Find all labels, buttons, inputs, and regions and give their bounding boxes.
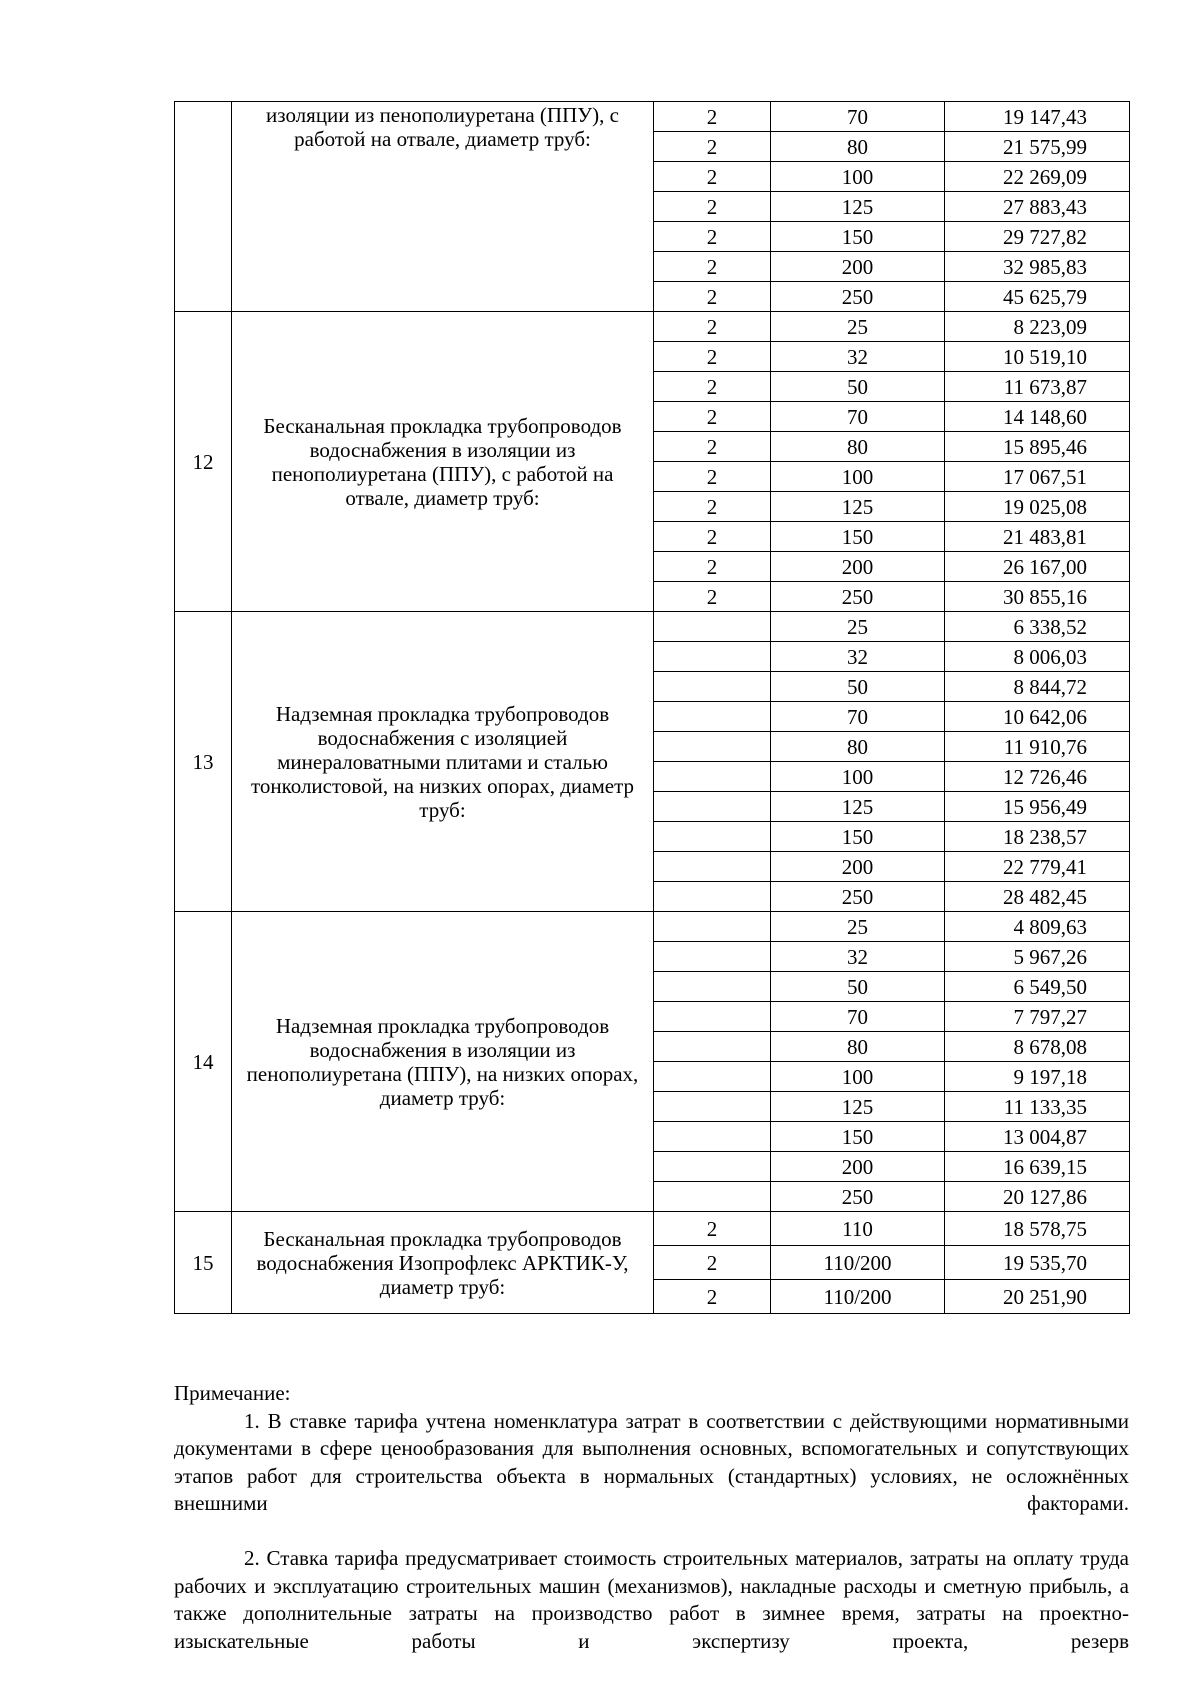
diameter-cell: 50 <box>771 672 945 702</box>
work-description-cell: Надземная прокладка трубопроводов водоснабжения с изоляцией минераловатными плитами и сталью тонколистовой, на низких опорах, диаметр труб: <box>232 612 654 912</box>
diameter-cell: 70 <box>771 702 945 732</box>
pipe-count-cell: 2 <box>654 492 771 522</box>
price-cell: 11 133,35 <box>945 1092 1130 1122</box>
price-cell: 10 642,06 <box>945 702 1130 732</box>
price-cell: 29 727,82 <box>945 222 1130 252</box>
price-cell: 30 855,16 <box>945 582 1130 612</box>
diameter-cell: 150 <box>771 222 945 252</box>
table-row <box>175 612 1130 642</box>
pipe-count-cell: 2 <box>654 282 771 312</box>
price-cell: 11 910,76 <box>945 732 1130 762</box>
price-cell: 6 549,50 <box>945 972 1130 1002</box>
diameter-cell: 100 <box>771 1062 945 1092</box>
pipe-count-cell <box>654 612 771 642</box>
pipe-count-cell: 2 <box>654 312 771 342</box>
pipe-count-cell: 2 <box>654 372 771 402</box>
price-cell: 20 251,90 <box>945 1280 1130 1314</box>
pipe-count-cell: 2 <box>654 252 771 282</box>
diameter-cell: 70 <box>771 402 945 432</box>
diameter-cell: 150 <box>771 522 945 552</box>
diameter-cell: 200 <box>771 252 945 282</box>
diameter-cell: 125 <box>771 1092 945 1122</box>
table-row <box>175 1212 1130 1246</box>
row-number-cell: 12 <box>175 312 232 612</box>
price-cell: 19 535,70 <box>945 1246 1130 1280</box>
work-description-cell: Надземная прокладка трубопроводов водоснабжения в изоляции из пенополиуретана (ППУ), на низких опорах, диаметр труб: <box>232 912 654 1212</box>
pipe-count-cell: 2 <box>654 432 771 462</box>
diameter-cell: 250 <box>771 582 945 612</box>
price-cell: 21 575,99 <box>945 132 1130 162</box>
pipe-count-cell <box>654 732 771 762</box>
pipe-count-cell <box>654 1002 771 1032</box>
diameter-cell: 150 <box>771 1122 945 1152</box>
work-description-cell: Бесканальная прокладка трубопроводов водоснабжения в изоляции из пенополиуретана (ППУ), с работой на отвале, диаметр труб: <box>232 312 654 612</box>
diameter-cell: 250 <box>771 282 945 312</box>
row-number-cell <box>175 102 232 312</box>
price-cell: 8 844,72 <box>945 672 1130 702</box>
diameter-cell: 32 <box>771 942 945 972</box>
diameter-cell: 110/200 <box>771 1280 945 1314</box>
pipe-count-cell <box>654 822 771 852</box>
price-cell: 5 967,26 <box>945 942 1130 972</box>
diameter-cell: 25 <box>771 912 945 942</box>
pipe-count-cell: 2 <box>654 222 771 252</box>
work-description-cell: изоляции из пенополиуретана (ППУ), с работой на отвале, диаметр труб: <box>232 102 654 312</box>
diameter-cell: 125 <box>771 192 945 222</box>
diameter-cell: 250 <box>771 882 945 912</box>
diameter-cell: 125 <box>771 792 945 822</box>
table-row <box>175 912 1130 942</box>
pipe-count-cell <box>654 882 771 912</box>
pipe-count-cell <box>654 942 771 972</box>
price-cell: 18 578,75 <box>945 1212 1130 1246</box>
table-row <box>175 312 1130 342</box>
diameter-cell: 70 <box>771 102 945 132</box>
pipe-count-cell <box>654 762 771 792</box>
diameter-cell: 250 <box>771 1182 945 1212</box>
diameter-cell: 100 <box>771 762 945 792</box>
price-cell: 19 025,08 <box>945 492 1130 522</box>
pipe-count-cell <box>654 1182 771 1212</box>
price-cell: 9 197,18 <box>945 1062 1130 1092</box>
pipe-count-cell <box>654 912 771 942</box>
price-cell: 6 338,52 <box>945 612 1130 642</box>
price-cell: 14 148,60 <box>945 402 1130 432</box>
tariff-table <box>174 101 1130 1314</box>
diameter-cell: 200 <box>771 552 945 582</box>
pipe-count-cell <box>654 792 771 822</box>
price-cell: 8 006,03 <box>945 642 1130 672</box>
diameter-cell: 80 <box>771 132 945 162</box>
pipe-count-cell: 2 <box>654 1246 771 1280</box>
price-cell: 21 483,81 <box>945 522 1130 552</box>
pipe-count-cell <box>654 1062 771 1092</box>
price-cell: 27 883,43 <box>945 192 1130 222</box>
pipe-count-cell: 2 <box>654 1212 771 1246</box>
pipe-count-cell <box>654 1122 771 1152</box>
price-cell: 32 985,83 <box>945 252 1130 282</box>
diameter-cell: 80 <box>771 732 945 762</box>
diameter-cell: 70 <box>771 1002 945 1032</box>
price-cell: 7 797,27 <box>945 1002 1130 1032</box>
row-number-cell: 13 <box>175 612 232 912</box>
diameter-cell: 200 <box>771 1152 945 1182</box>
pipe-count-cell <box>654 1032 771 1062</box>
pipe-count-cell <box>654 702 771 732</box>
row-number-cell: 15 <box>175 1212 232 1314</box>
diameter-cell: 50 <box>771 972 945 1002</box>
table-row <box>175 102 1130 132</box>
diameter-cell: 80 <box>771 1032 945 1062</box>
pipe-count-cell <box>654 1092 771 1122</box>
price-cell: 11 673,87 <box>945 372 1130 402</box>
price-cell: 18 238,57 <box>945 822 1130 852</box>
notes-section <box>174 1380 1129 1683</box>
pipe-count-cell <box>654 672 771 702</box>
work-description-cell: Бесканальная прокладка трубопроводов водоснабжения Изопрофлекс АРКТИК-У, диаметр труб: <box>232 1212 654 1314</box>
price-cell: 12 726,46 <box>945 762 1130 792</box>
price-cell: 28 482,45 <box>945 882 1130 912</box>
price-cell: 15 895,46 <box>945 432 1130 462</box>
pipe-count-cell: 2 <box>654 522 771 552</box>
row-number-cell: 14 <box>175 912 232 1212</box>
pipe-count-cell <box>654 972 771 1002</box>
pipe-count-cell <box>654 642 771 672</box>
pipe-count-cell <box>654 1152 771 1182</box>
diameter-cell: 32 <box>771 342 945 372</box>
price-cell: 4 809,63 <box>945 912 1130 942</box>
price-cell: 15 956,49 <box>945 792 1130 822</box>
diameter-cell: 200 <box>771 852 945 882</box>
price-cell: 45 625,79 <box>945 282 1130 312</box>
price-cell: 17 067,51 <box>945 462 1130 492</box>
note-item-2: 2. Ставка тарифа предусматривает стоимость строительных материалов, затраты на оплату труда рабочих и эксплуатацию строительных машин (механизмов), накладные расходы и сметную прибыль, а также дополнительные затраты на производство работ в зимнее время, затраты на проектно-изыскательные работы и экспертизу проекта, резерв <box>174 1546 1129 1653</box>
pipe-count-cell: 2 <box>654 102 771 132</box>
pipe-count-cell: 2 <box>654 1280 771 1314</box>
price-cell: 10 519,10 <box>945 342 1130 372</box>
price-cell: 22 269,09 <box>945 162 1130 192</box>
pipe-count-cell: 2 <box>654 402 771 432</box>
price-cell: 26 167,00 <box>945 552 1130 582</box>
pipe-count-cell: 2 <box>654 342 771 372</box>
diameter-cell: 80 <box>771 432 945 462</box>
pipe-count-cell: 2 <box>654 462 771 492</box>
notes-heading: Примечание: <box>174 1381 291 1405</box>
diameter-cell: 25 <box>771 612 945 642</box>
pipe-count-cell: 2 <box>654 552 771 582</box>
price-cell: 20 127,86 <box>945 1182 1130 1212</box>
pipe-count-cell: 2 <box>654 162 771 192</box>
diameter-cell: 150 <box>771 822 945 852</box>
diameter-cell: 25 <box>771 312 945 342</box>
price-cell: 8 678,08 <box>945 1032 1130 1062</box>
price-cell: 13 004,87 <box>945 1122 1130 1152</box>
diameter-cell: 100 <box>771 162 945 192</box>
diameter-cell: 100 <box>771 462 945 492</box>
price-cell: 16 639,15 <box>945 1152 1130 1182</box>
diameter-cell: 110 <box>771 1212 945 1246</box>
diameter-cell: 110/200 <box>771 1246 945 1280</box>
price-cell: 22 779,41 <box>945 852 1130 882</box>
diameter-cell: 125 <box>771 492 945 522</box>
diameter-cell: 50 <box>771 372 945 402</box>
price-cell: 19 147,43 <box>945 102 1130 132</box>
pipe-count-cell: 2 <box>654 582 771 612</box>
pipe-count-cell: 2 <box>654 192 771 222</box>
diameter-cell: 32 <box>771 642 945 672</box>
pipe-count-cell: 2 <box>654 132 771 162</box>
price-cell: 8 223,09 <box>945 312 1130 342</box>
note-item-1: 1. В ставке тарифа учтена номенклатура затрат в соответствии с действующими нормативными документами в сфере ценообразования для выполнения основных, вспомогательных и сопутствующих этапов работ для строительства объекта в нормальных (стандартных) условиях, не осложнённых внешними факторами. <box>174 1408 1129 1515</box>
pipe-count-cell <box>654 852 771 882</box>
